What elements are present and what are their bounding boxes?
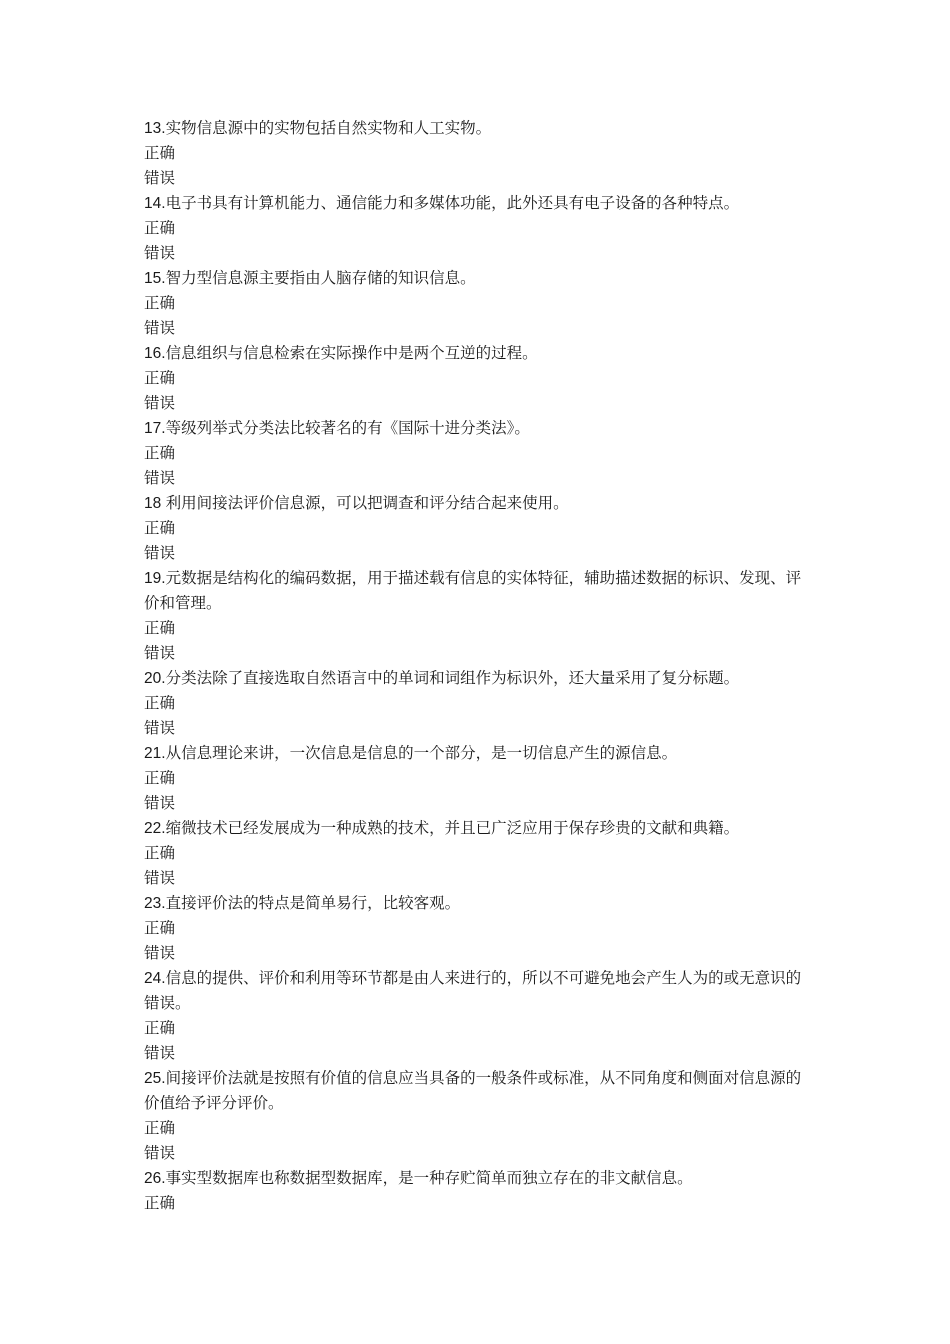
question-stem: 间接评价法就是按照有价值的信息应当具备的一般条件或标准，从不同角度和侧面对信息源的价值给予评分评价。 xyxy=(144,1069,802,1112)
option-true[interactable]: 正确 xyxy=(144,144,176,162)
option-true[interactable]: 正确 xyxy=(144,294,176,312)
question-item xyxy=(144,816,812,891)
question-stem: 直接评价法的特点是简单易行，比较客观。 xyxy=(165,894,461,912)
option-false[interactable]: 错误 xyxy=(144,944,176,962)
question-stem: 事实型数据库也称数据型数据库，是一种存贮简单而独立存在的非文献信息。 xyxy=(165,1169,693,1187)
question-stem: 元数据是结构化的编码数据，用于描述载有信息的实体特征，辅助描述数据的标识、发现、评价和管理。 xyxy=(144,569,802,612)
question-item xyxy=(144,491,812,566)
option-true[interactable]: 正确 xyxy=(144,1194,176,1212)
option-true[interactable]: 正确 xyxy=(144,844,176,862)
question-text xyxy=(144,491,812,516)
question-text xyxy=(144,1166,812,1191)
question-item xyxy=(144,1066,812,1166)
option-false[interactable]: 错误 xyxy=(144,244,176,262)
question-text xyxy=(144,666,812,691)
option-false[interactable]: 错误 xyxy=(144,169,176,187)
question-number: 15. xyxy=(144,270,166,287)
question-stem: 缩微技术已经发展成为一种成熟的技术，并且已广泛应用于保存珍贵的文献和典籍。 xyxy=(165,819,740,837)
question-stem: 信息的提供、评价和利用等环节都是由人来进行的，所以不可避免地会产生人为的或无意识的错误。 xyxy=(144,969,802,1012)
question-number: 16. xyxy=(144,345,166,362)
question-stem: 智力型信息源主要指由人脑存储的知识信息。 xyxy=(165,269,476,287)
question-number: 14. xyxy=(144,195,166,212)
option-true[interactable]: 正确 xyxy=(144,519,176,537)
option-true[interactable]: 正确 xyxy=(144,919,176,937)
question-text xyxy=(144,891,812,916)
option-false[interactable]: 错误 xyxy=(144,719,176,737)
question-text xyxy=(144,266,812,291)
question-text xyxy=(144,116,812,141)
option-true[interactable]: 正确 xyxy=(144,694,176,712)
question-number: 17. xyxy=(144,420,166,437)
option-false[interactable]: 错误 xyxy=(144,1044,176,1062)
option-false[interactable]: 错误 xyxy=(144,544,176,562)
question-item xyxy=(144,966,812,1066)
question-number: 22. xyxy=(144,820,166,837)
option-true[interactable]: 正确 xyxy=(144,219,176,237)
question-text xyxy=(144,741,812,766)
question-item xyxy=(144,341,812,416)
question-number: 25. xyxy=(144,1070,166,1087)
option-false[interactable]: 错误 xyxy=(144,794,176,812)
question-number: 21. xyxy=(144,745,166,762)
question-item xyxy=(144,416,812,491)
question-item xyxy=(144,116,812,191)
question-item xyxy=(144,266,812,341)
option-true[interactable]: 正确 xyxy=(144,619,176,637)
option-false[interactable]: 错误 xyxy=(144,469,176,487)
question-stem: 信息组织与信息检索在实际操作中是两个互逆的过程。 xyxy=(165,344,538,362)
question-number: 23. xyxy=(144,895,166,912)
question-item xyxy=(144,566,812,666)
question-number: 24. xyxy=(144,970,166,987)
question-item xyxy=(144,891,812,966)
option-false[interactable]: 错误 xyxy=(144,1144,176,1162)
option-false[interactable]: 错误 xyxy=(144,644,176,662)
question-number: 19. xyxy=(144,570,166,587)
option-true[interactable]: 正确 xyxy=(144,769,176,787)
option-false[interactable]: 错误 xyxy=(144,319,176,337)
option-true[interactable]: 正确 xyxy=(144,1019,176,1037)
question-text xyxy=(144,341,812,366)
question-text xyxy=(144,1066,812,1116)
question-number: 18 xyxy=(144,495,166,512)
question-text xyxy=(144,816,812,841)
option-false[interactable]: 错误 xyxy=(144,869,176,887)
question-stem: 分类法除了直接选取自然语言中的单词和词组作为标识外，还大量采用了复分标题。 xyxy=(165,669,740,687)
question-text xyxy=(144,191,812,216)
question-stem: 实物信息源中的实物包括自然实物和人工实物。 xyxy=(165,119,492,137)
question-text xyxy=(144,966,812,1016)
question-item xyxy=(144,1166,812,1216)
question-stem: 利用间接法评价信息源，可以把调查和评分结合起来使用。 xyxy=(165,494,569,512)
option-true[interactable]: 正确 xyxy=(144,444,176,462)
question-item xyxy=(144,666,812,741)
question-stem: 电子书具有计算机能力、通信能力和多媒体功能，此外还具有电子设备的各种特点。 xyxy=(165,194,740,212)
option-true[interactable]: 正确 xyxy=(144,369,176,387)
question-item xyxy=(144,191,812,266)
question-item xyxy=(144,741,812,816)
question-text xyxy=(144,566,812,616)
question-text xyxy=(144,416,812,441)
question-number: 26. xyxy=(144,1170,166,1187)
question-number: 13. xyxy=(144,120,166,137)
question-stem: 等级列举式分类法比较著名的有《国际十进分类法》。 xyxy=(165,419,530,437)
option-true[interactable]: 正确 xyxy=(144,1119,176,1137)
question-list xyxy=(144,116,812,1216)
option-false[interactable]: 错误 xyxy=(144,394,176,412)
question-number: 20. xyxy=(144,670,166,687)
question-stem: 从信息理论来讲，一次信息是信息的一个部分，是一切信息产生的源信息。 xyxy=(165,744,678,762)
